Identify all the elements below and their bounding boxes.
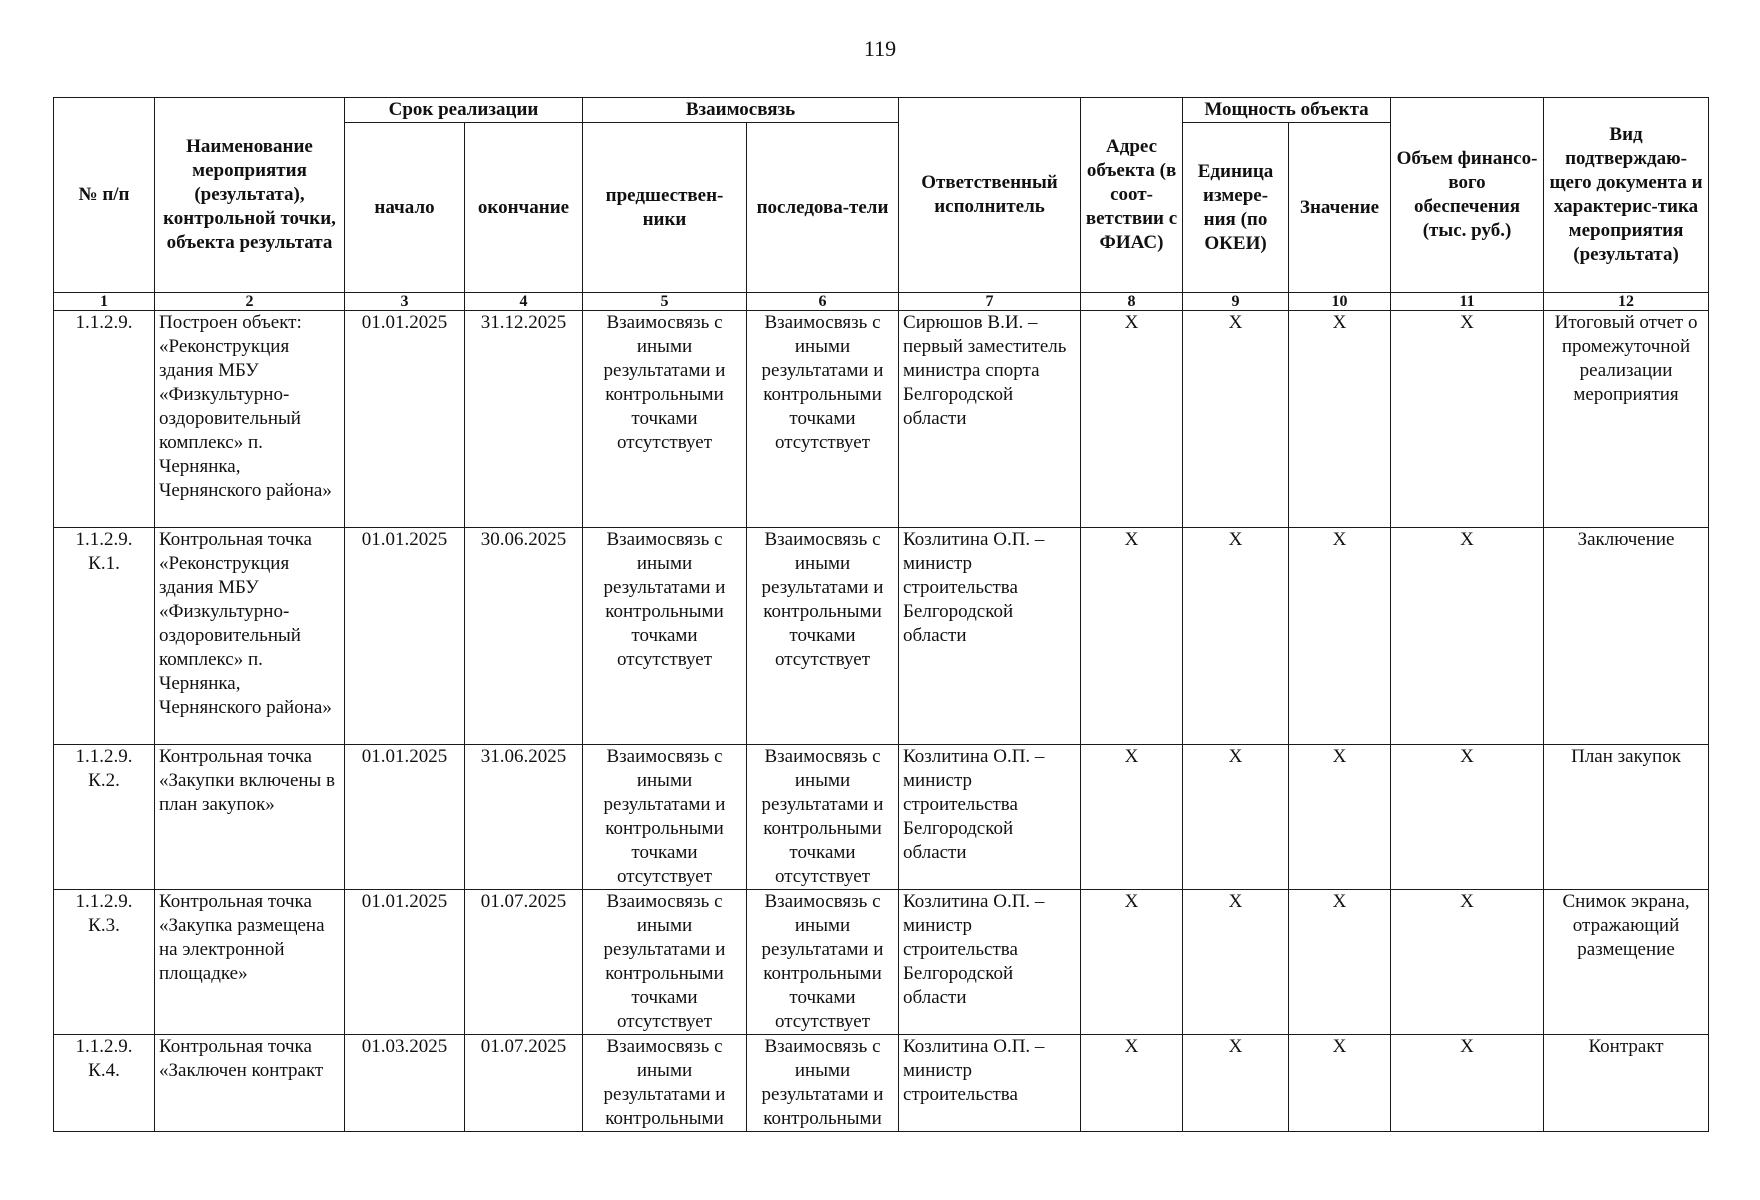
row-responsible: Козлитина О.П. – министр строительства <box>899 1035 1081 1132</box>
row-predecessors: Взаимосвязь с иными результатами и контрольными точками отсутствует <box>583 890 747 1035</box>
row-start-date: 01.01.2025 <box>345 528 465 745</box>
row-successors: Взаимосвязь с иными результатами и контрольными <box>747 1035 899 1132</box>
row-unit: X <box>1183 1035 1289 1132</box>
page-number: 119 <box>863 36 897 61</box>
header-capacity-group: Мощность объекта <box>1183 98 1391 123</box>
column-numbers-row <box>54 293 1709 311</box>
column-number: 7 <box>899 293 1081 311</box>
row-document: Снимок экрана, отражающий размещение <box>1544 890 1709 1035</box>
row-end-date: 30.06.2025 <box>465 528 583 745</box>
header-successors: последова-тели <box>747 123 899 293</box>
header-name: Наименование мероприятия (результата), контрольной точки, объекта результата <box>155 98 345 293</box>
row-end-date: 01.07.2025 <box>465 890 583 1035</box>
header-address: Адрес объекта (в соот-ветствии с ФИАС) <box>1081 98 1183 293</box>
table-row <box>54 528 1709 745</box>
row-finance: X <box>1391 311 1544 528</box>
row-address: X <box>1081 528 1183 745</box>
row-name: Контрольная точка «Заключен контракт <box>155 1035 345 1132</box>
row-document: Контракт <box>1544 1035 1709 1132</box>
header-end: окончание <box>465 123 583 293</box>
row-value: X <box>1289 311 1391 528</box>
column-number: 10 <box>1289 293 1391 311</box>
table-row <box>54 890 1709 1035</box>
header-responsible: Ответственный исполнитель <box>899 98 1081 293</box>
row-name: Построен объект: «Реконструкция здания МБУ «Физкультурно-оздоровительный комплекс» п. Чернянка, Чернянского района» <box>155 311 345 528</box>
header-link-group: Взаимосвязь <box>583 98 899 123</box>
plan-table <box>53 97 1709 1132</box>
header-unit: Единица измере-ния (по ОКЕИ) <box>1183 123 1289 293</box>
row-responsible: Козлитина О.П. – министр строительства Белгородской области <box>899 528 1081 745</box>
row-responsible: Сирюшов В.И. – первый заместитель министра спорта Белгородской области <box>899 311 1081 528</box>
header-document: Вид подтверждаю-щего документа и характерис-тика мероприятия (результата) <box>1544 98 1709 293</box>
row-successors: Взаимосвязь с иными результатами и контрольными точками отсутствует <box>747 311 899 528</box>
row-value: X <box>1289 528 1391 745</box>
row-end-date: 31.06.2025 <box>465 745 583 890</box>
table-row <box>54 745 1709 890</box>
column-number: 8 <box>1081 293 1183 311</box>
row-value: X <box>1289 1035 1391 1132</box>
row-successors: Взаимосвязь с иными результатами и контрольными точками отсутствует <box>747 745 899 890</box>
row-unit: X <box>1183 311 1289 528</box>
row-successors: Взаимосвязь с иными результатами и контрольными точками отсутствует <box>747 890 899 1035</box>
row-start-date: 01.01.2025 <box>345 890 465 1035</box>
row-finance: X <box>1391 890 1544 1035</box>
row-number: 1.1.2.9. К.4. <box>54 1035 155 1132</box>
column-number: 5 <box>583 293 747 311</box>
row-finance: X <box>1391 745 1544 890</box>
header-num: № п/п <box>54 98 155 293</box>
column-number: 3 <box>345 293 465 311</box>
row-name: Контрольная точка «Реконструкция здания МБУ «Физкультурно-оздоровительный комплекс» п. Чернянка, Чернянского района» <box>155 528 345 745</box>
row-name: Контрольная точка «Закупка размещена на электронной площадке» <box>155 890 345 1035</box>
header-predecessors: предшествен-ники <box>583 123 747 293</box>
column-number: 1 <box>54 293 155 311</box>
row-address: X <box>1081 311 1183 528</box>
row-address: X <box>1081 1035 1183 1132</box>
header-row-1 <box>54 98 1709 123</box>
row-end-date: 01.07.2025 <box>465 1035 583 1132</box>
row-predecessors: Взаимосвязь с иными результатами и контрольными точками отсутствует <box>583 528 747 745</box>
column-number: 6 <box>747 293 899 311</box>
row-responsible: Козлитина О.П. – министр строительства Белгородской области <box>899 745 1081 890</box>
row-document: План закупок <box>1544 745 1709 890</box>
column-number: 12 <box>1544 293 1709 311</box>
row-number: 1.1.2.9. К.1. <box>54 528 155 745</box>
row-document: Итоговый отчет о промежуточной реализации мероприятия <box>1544 311 1709 528</box>
column-number: 2 <box>155 293 345 311</box>
column-number: 4 <box>465 293 583 311</box>
table-row <box>54 1035 1709 1132</box>
row-start-date: 01.01.2025 <box>345 311 465 528</box>
row-end-date: 31.12.2025 <box>465 311 583 528</box>
row-value: X <box>1289 745 1391 890</box>
row-predecessors: Взаимосвязь с иными результатами и контрольными точками отсутствует <box>583 311 747 528</box>
header-period-group: Срок реализации <box>345 98 583 123</box>
row-unit: X <box>1183 745 1289 890</box>
row-responsible: Козлитина О.П. – министр строительства Белгородской области <box>899 890 1081 1035</box>
row-successors: Взаимосвязь с иными результатами и контрольными точками отсутствует <box>747 528 899 745</box>
row-name: Контрольная точка «Закупки включены в план закупок» <box>155 745 345 890</box>
row-document: Заключение <box>1544 528 1709 745</box>
row-address: X <box>1081 890 1183 1035</box>
row-number: 1.1.2.9. К.2. <box>54 745 155 890</box>
row-finance: X <box>1391 1035 1544 1132</box>
row-start-date: 01.03.2025 <box>345 1035 465 1132</box>
row-address: X <box>1081 745 1183 890</box>
header-value: Значение <box>1289 123 1391 293</box>
header-start: начало <box>345 123 465 293</box>
row-value: X <box>1289 890 1391 1035</box>
row-predecessors: Взаимосвязь с иными результатами и контрольными точками отсутствует <box>583 745 747 890</box>
row-unit: X <box>1183 890 1289 1035</box>
row-finance: X <box>1391 528 1544 745</box>
row-number: 1.1.2.9. К.3. <box>54 890 155 1035</box>
row-start-date: 01.01.2025 <box>345 745 465 890</box>
row-predecessors: Взаимосвязь с иными результатами и контрольными <box>583 1035 747 1132</box>
table-row <box>54 311 1709 528</box>
header-finance: Объем финансо-вого обеспечения (тыс. руб.) <box>1391 98 1544 293</box>
column-number: 11 <box>1391 293 1544 311</box>
row-number: 1.1.2.9. <box>54 311 155 528</box>
row-unit: X <box>1183 528 1289 745</box>
column-number: 9 <box>1183 293 1289 311</box>
